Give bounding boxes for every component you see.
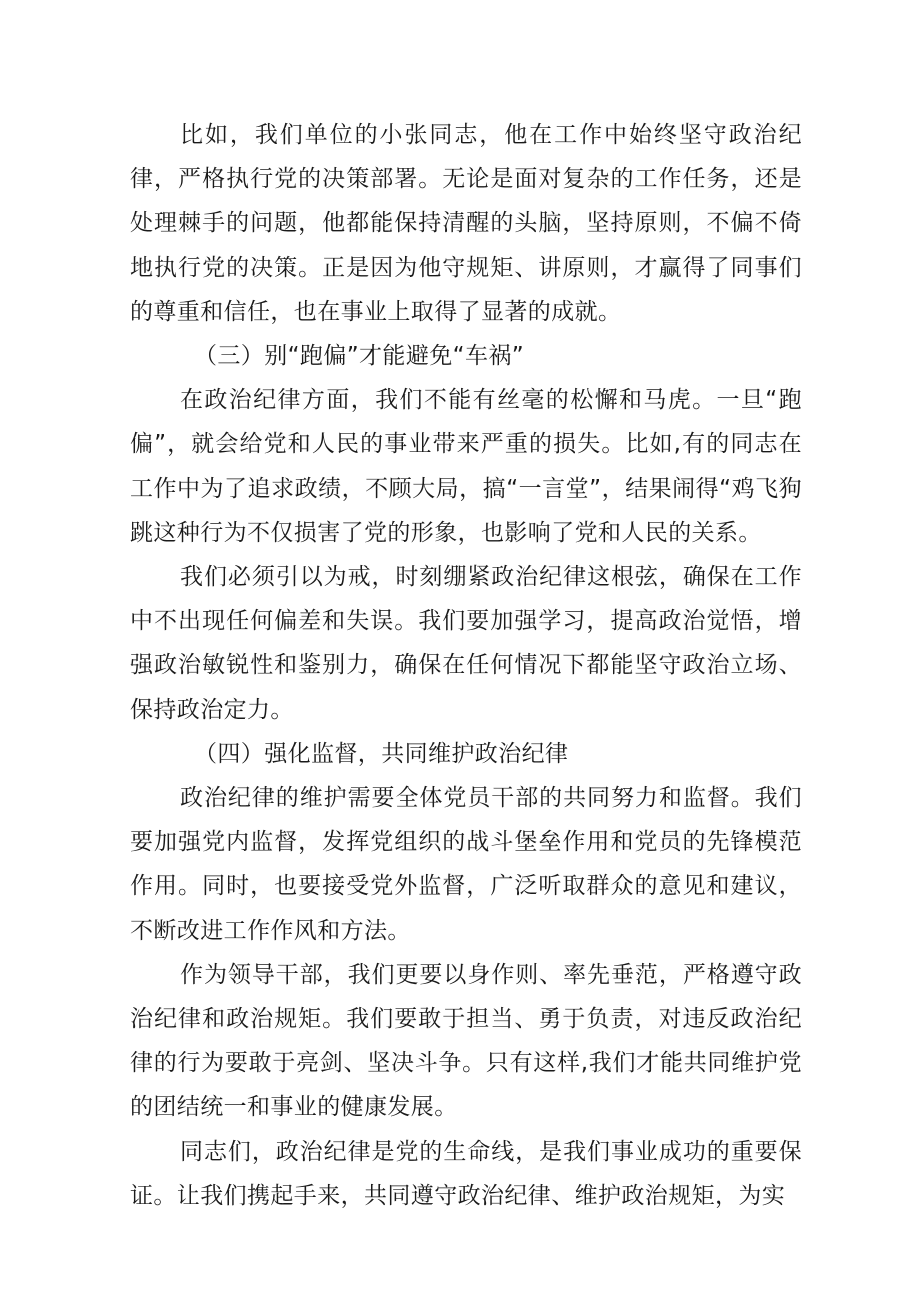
paragraph-take-warning: 我们必须引以为戒，时刻绷紧政治纪律这根弦，确保在工作中不出现任何偏差和失误。我们要加强学习，提高政治觉悟，增强政治敏锐性和鉴别力，确保在任何情况下都能坚守政治立场、保持政治定力。 (130, 564, 802, 723)
paragraph-comrades: 同志们，政治纪律是党的生命线，是我们事业成功的重要保证。让我们携起手来，共同遵守政治纪律、维护政治规矩，为实 (130, 1138, 802, 1209)
document-body (130, 113, 802, 1218)
section-heading-3: （三）别“跑偏”才能避免“车祸” (194, 343, 525, 370)
paragraph-leading-cadres: 作为领导干部，我们更要以身作则、率先垂范，严格遵守政治纪律和政治规矩。我们要敢于担当、勇于负责，对违反政治纪律的行为要敢于亮剑、坚决斗争。只有这样,我们才能共同维护党的团结统一和事业的健康发展。 (130, 961, 802, 1121)
paragraph-supervision: 政治纪律的维护需要全体党员干部的共同努力和监督。我们要加强党内监督，发挥党组织的战斗堡垒作用和党员的先锋模范作用。同时，也要接受党外监督，广泛听取群众的意见和建议，不断改进工作作风和方法。 (130, 785, 802, 944)
paragraph-no-deviation: 在政治纪律方面，我们不能有丝毫的松懈和马虎。一旦“跑偏”，就会给党和人民的事业带来严重的损失。比如,有的同志在工作中为了追求政绩，不顾大局，搞“一言堂”，结果闹得“鸡飞狗跳这种行为不仅损害了党的形象，也影响了党和人民的关系。 (130, 387, 802, 546)
section-heading-4: （四）强化监督，共同维护政治纪律 (194, 740, 569, 767)
paragraph-example-xiaozhang: 比如，我们单位的小张同志，他在工作中始终坚守政治纪律，严格执行党的决策部署。无论是面对复杂的工作任务，还是处理棘手的问题，他都能保持清醒的头脑，坚持原则，不偏不倚地执行党的决策。正是因为他守规矩、讲原则，才赢得了同事们的尊重和信任，也在事业上取得了显著的成就。 (130, 122, 802, 325)
